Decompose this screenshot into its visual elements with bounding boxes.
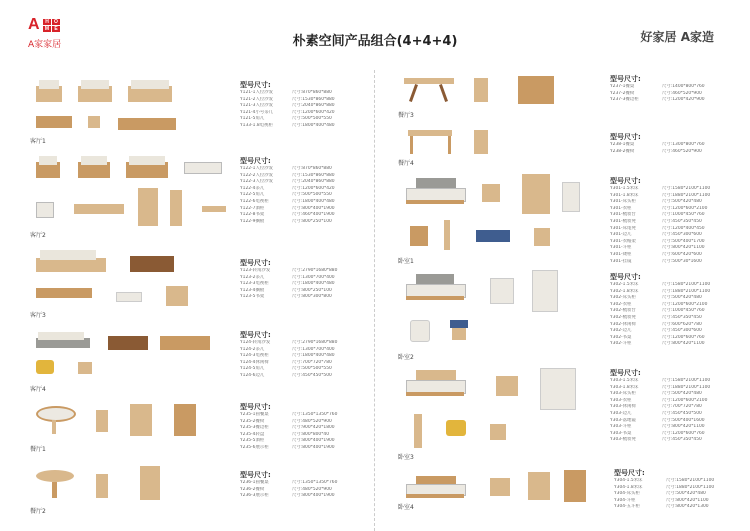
section-label: 餐厅2 (30, 508, 46, 515)
spec-list: 型号尺寸: Y302-1.5米床 尺寸:1580*2100*1100 Y302-1.8米床 尺寸:1880*2100*1100 Y302-床头柜 尺寸:500*420*480 Y302-衣柜 尺寸:1200*600*2100 Y302-梳妆台 尺寸:1000*450*760 Y302-梳妆凳 尺寸:450*350*450 Y302-休闲椅 尺寸:600*620*780 Y302-边几 尺寸:450*300*600 Y302-书桌 尺寸:1200*600*760 Y302-斗柜 尺寸:800*420*1100 (610, 272, 730, 348)
logo-letter: A (28, 16, 40, 33)
side-table-image (88, 116, 100, 128)
dining-chair-image (96, 474, 108, 498)
wardrobe-image (540, 368, 576, 410)
spec-list: 型号尺寸: Y122-1人位沙发 尺寸:870*860*880 Y122-2人位沙发 尺寸:1530*860*880 Y122-3人位沙发 尺寸:2040*860*880 Y122-4茶几 尺寸:1200*600*420 Y122-5角几 尺寸:500*500*550 Y122-6电视柜 尺寸:1800*400*480 Y122-7酒柜 尺寸:800*400*1900 Y122-8书架 尺寸:460*400*1900 Y122-9搁板 尺寸:800*250*100 (240, 156, 360, 225)
section-living-room-2 (30, 150, 350, 240)
section-dining-room-3 (398, 70, 738, 122)
spec-list: 型号尺寸: Y238-1餐桌 尺寸:1300*800*760 Y238-2餐椅 尺寸:460*520*900 (610, 132, 730, 155)
spec-heading: 型号尺寸: (610, 369, 641, 377)
tv-stand-image (36, 288, 92, 298)
floor-mirror-image (414, 414, 422, 448)
section-bedroom-1 (398, 172, 738, 264)
section-label: 餐厅1 (30, 446, 46, 453)
section-label: 客厅4 (30, 386, 46, 393)
logo-text: A家家居 (28, 40, 62, 50)
section-bedroom-4 (398, 462, 738, 528)
spec-list: 型号尺寸: Y237-1餐桌 尺寸:1400*800*760 Y237-2餐椅 尺寸:460*520*900 Y237-3餐边柜 尺寸:1200*420*900 (610, 74, 730, 104)
spec-list: 型号尺寸: Y301-1.5米床 尺寸:1580*2100*1100 Y301-1.8米床 尺寸:1880*2100*1100 Y301-床头柜 尺寸:500*420*480 Y301-衣柜 尺寸:1200*600*2100 Y301-梳妆台 尺寸:1000*450*760 Y301-梳妆凳 尺寸:450*350*450 Y301-床尾凳 尺寸:1200*400*450 Y301-边几 尺寸:450*300*600 Y301-衣帽架 尺寸:500*400*1700 Y301-斗柜 尺寸:800*420*1100 Y301-矮柜 尺寸:600*420*600 Y301-挂镜 尺寸:500*30*1600 (610, 176, 730, 265)
lounge-chair-image (410, 320, 430, 342)
spec-list: 型号尺寸: Y124-转角沙发 尺寸:2790*1680*880 Y124-2茶几 尺寸:1300*700*400 Y124-3电视柜 尺寸:1800*400*480 Y124-4休闲椅 尺寸:700*720*780 Y124-5角几 尺寸:500*500*550 Y124-6边几 尺寸:450*450*500 (240, 330, 360, 380)
spec-list: 型号尺寸: Y303-1.5米床 尺寸:1580*2100*1100 Y303-1.8米床 尺寸:1880*2100*1100 Y303-床头柜 尺寸:500*420*480 Y303-衣柜 尺寸:1200*600*2100 Y303-休闲椅 尺寸:700*720*780 Y303-边几 尺寸:450*450*500 Y303-落地镜 尺寸:500*400*1600 Y303-斗柜 尺寸:800*420*1100 Y303-书桌 尺寸:1200*600*760 Y303-梳妆凳 尺寸:450*350*450 (610, 368, 730, 444)
lounge-chair-image (446, 420, 466, 436)
section-dining-room-4 (398, 124, 738, 170)
section-living-room-3 (30, 246, 350, 318)
page-title: 朴素空间产品组合(4+4+4) (292, 34, 458, 49)
chest-of-drawers-image (528, 472, 550, 500)
corner-sofa-image (36, 258, 106, 272)
spec-heading: 型号尺寸: (240, 81, 271, 89)
coffee-table-image (130, 256, 174, 272)
tv-stand-image (118, 118, 176, 130)
dining-table-image (404, 78, 454, 84)
sideboard-image (130, 404, 152, 436)
wall-shelf-image (202, 206, 226, 212)
spec-list: 型号尺寸: Y235-1圆餐桌 尺寸:1350*1350*760 Y235-2餐椅 尺寸:480*520*900 Y235-3餐边柜 尺寸:900*420*1800 Y235-4转盘 尺寸:800*800*40 Y235-5酒柜 尺寸:800*400*1900 Y235-6展示柜 尺寸:800*400*1900 (240, 402, 360, 452)
spec-heading: 型号尺寸: (610, 273, 641, 281)
dresser-image (562, 182, 580, 212)
spec-list: 型号尺寸: Y236-1圆餐桌 尺寸:1350*1350*760 Y236-2餐椅 尺寸:480*520*900 Y236-3展示柜 尺寸:800*400*1900 (240, 470, 360, 500)
section-dining-room-1 (30, 400, 350, 460)
wardrobe-image (532, 270, 558, 312)
section-bedroom-2 (398, 268, 738, 360)
spec-list: 型号尺寸: Y304-1.5米床 尺寸:1580*2100*1100 Y304-1.8米床 尺寸:1880*2100*1100 Y304-床头柜 尺寸:500*420*480 Y304-斗柜 尺寸:800*420*1100 Y304-五斗柜 尺寸:800*420*1300 (614, 468, 734, 511)
slogan: 好家居 A家造 (640, 30, 714, 44)
wardrobe-image (522, 174, 550, 214)
tallboy-image (564, 470, 586, 502)
spec-list: 型号尺寸: Y121-1人位沙发 尺寸:870*860*880 Y121-2人位沙发 尺寸:1530*860*880 Y121-3人位沙发 尺寸:2040*860*880 Y121-4小号茶几 尺寸:1200*600*420 Y121-5角几 尺寸:500*500*550 Y133-1.8电视柜 尺寸:1800*400*480 (240, 80, 360, 130)
sideboard-image (518, 76, 554, 104)
coffee-table-image (108, 336, 148, 350)
spec-heading: 型号尺寸: (610, 75, 641, 83)
section-label: 卧室3 (398, 454, 414, 461)
coffee-table-image (36, 116, 72, 128)
tv-stand-image (74, 204, 124, 214)
display-cabinet-image (140, 466, 160, 500)
section-label: 卧室1 (398, 258, 414, 265)
page-fold-divider (374, 70, 375, 531)
nightstand-image (496, 376, 518, 396)
section-label: 卧室2 (398, 354, 414, 361)
spec-heading: 型号尺寸: (614, 469, 645, 477)
spec-heading: 型号尺寸: (240, 471, 271, 479)
round-table-image (36, 470, 74, 482)
wine-cabinet-image (138, 188, 158, 226)
spec-heading: 型号尺寸: (610, 177, 641, 185)
tv-stand-image (160, 336, 210, 350)
section-dining-room-2 (30, 464, 350, 526)
dining-chair-image (96, 410, 108, 432)
coffee-table-image (184, 162, 222, 174)
dressing-table-image (490, 278, 514, 304)
spec-heading: 型号尺寸: (240, 157, 271, 165)
header (0, 0, 750, 62)
section-living-room-4 (30, 326, 350, 396)
section-label: 客厅1 (30, 138, 46, 145)
dining-chair-image (474, 78, 488, 102)
stool-image (410, 226, 428, 246)
spec-heading: 型号尺寸: (240, 331, 271, 339)
section-label: 客厅2 (30, 232, 46, 239)
section-bedroom-3 (398, 364, 738, 460)
section-living-room-1 (30, 72, 350, 152)
lounge-chair-image (36, 360, 54, 374)
bookshelf-image (166, 286, 188, 306)
nightstand-image (482, 184, 500, 202)
nightstand-image (490, 478, 510, 496)
display-cabinet-image (174, 404, 196, 436)
section-label: 卧室4 (398, 504, 414, 511)
side-table-image (78, 362, 92, 374)
side-table-image (490, 424, 506, 440)
dining-table-image (408, 130, 452, 136)
c-table-image (534, 228, 550, 246)
section-label: 餐厅4 (398, 160, 414, 167)
clothes-rack-image (444, 220, 450, 250)
spec-heading: 型号尺寸: (240, 259, 271, 267)
dining-chair-image (474, 130, 488, 154)
bookshelf-image (170, 190, 182, 226)
section-label: 餐厅3 (398, 112, 414, 119)
side-table-image (36, 202, 54, 218)
wall-shelf-image (116, 292, 142, 302)
stool-image (450, 320, 468, 328)
spec-heading: 型号尺寸: (610, 133, 641, 141)
spec-heading: 型号尺寸: (240, 403, 271, 411)
spec-list: 型号尺寸: Y123-转角沙发 尺寸:2790*1680*880 Y123-2茶几 尺寸:1300*700*400 Y123-3电视柜 尺寸:1800*400*480 Y123-4搁板 尺寸:800*250*100 Y123-5书架 尺寸:800*300*800 (240, 258, 360, 301)
round-table-image (36, 406, 76, 422)
section-label: 客厅3 (30, 312, 46, 319)
logo-home-blocks: H O M E (43, 19, 60, 32)
bench-image (476, 230, 510, 242)
